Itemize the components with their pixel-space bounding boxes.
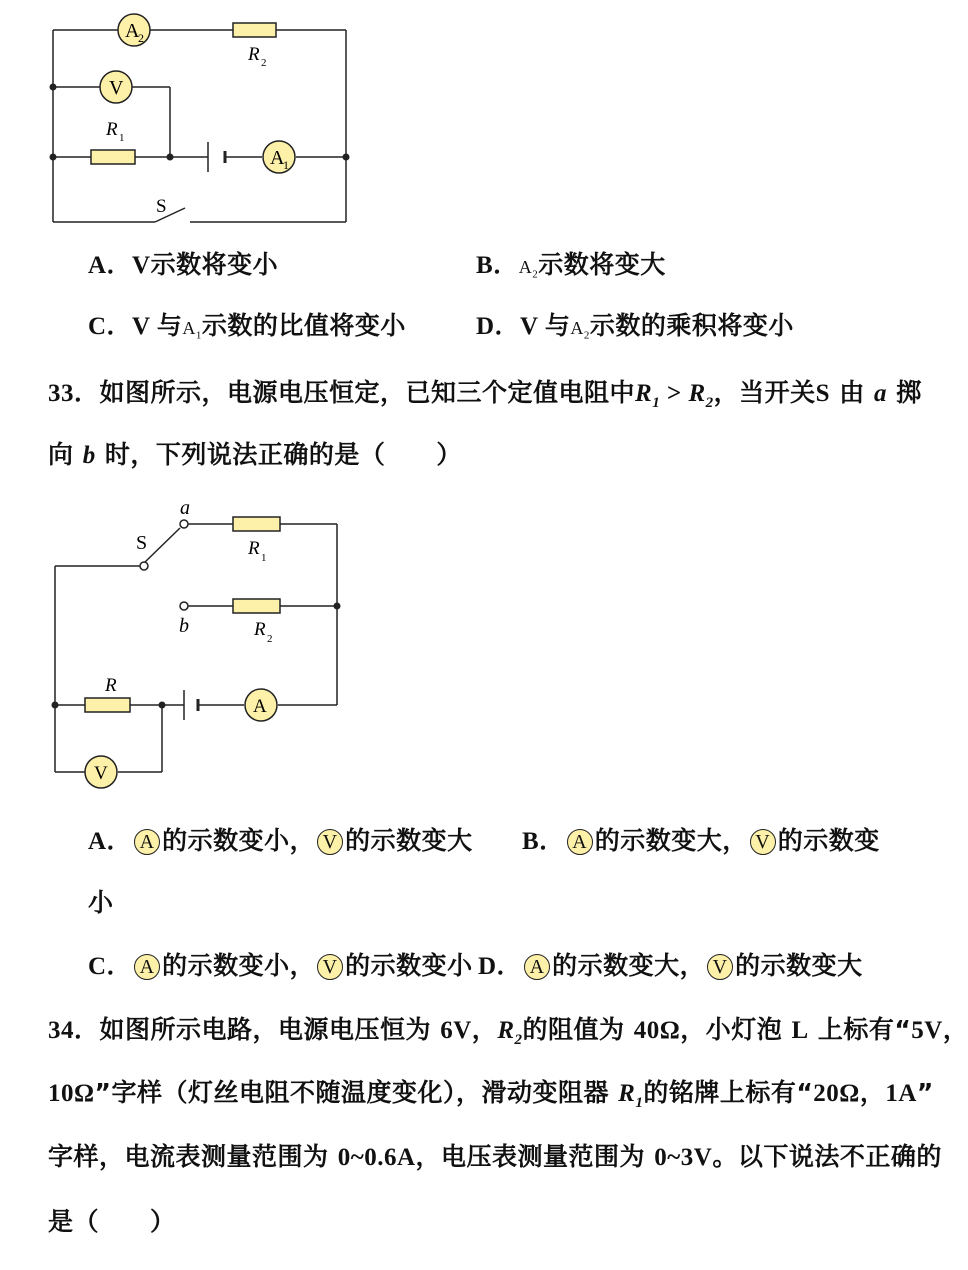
svg-text:R: R <box>254 619 266 640</box>
ammeter-icon: A <box>134 829 160 855</box>
a2-meter-symbol: $A_2$ <box>570 318 590 342</box>
q33-option-a[interactable]: A． A 的示数变小， V 的示数变大 <box>88 826 473 855</box>
q33-stem-line2: 向 b 时，下列说法正确的是（ ） <box>48 440 462 469</box>
svg-text:a: a <box>180 497 190 519</box>
q32-option-c[interactable] <box>88 311 406 351</box>
option-label: A．V <box>88 252 151 279</box>
voltmeter-icon: V <box>317 829 343 855</box>
q33-r1-resistor <box>233 517 280 531</box>
svg-text:2: 2 <box>261 57 267 69</box>
q33-option-d[interactable]: D． A 的示数变大， V 的示数变大 <box>478 951 863 980</box>
voltmeter-icon: V <box>707 954 733 980</box>
q33-stem-line1: 33．如图所示，电源电压恒定，已知三个定值电阻中$R_1 > R_2$，当开关S 由 a 掷 <box>48 378 922 411</box>
option-text: 示数的乘积将变小 <box>589 311 794 340</box>
a2-meter-symbol: $A_2$ <box>518 257 539 281</box>
option-text: 示数的比值将变小 <box>201 311 406 340</box>
q32-circuit-diagram <box>40 0 370 235</box>
q33-option-c[interactable]: C． A 的示数变小， V 的示数变小 <box>88 951 473 980</box>
q32-a1-meter <box>263 141 295 173</box>
option-label: B． <box>476 252 519 279</box>
q34-stem-line3: 字样，电流表测量范围为 0~0.6A，电压表测量范围为 0~3V。以下说法不正确的 <box>48 1142 942 1171</box>
q32-a2-meter <box>118 14 150 46</box>
svg-text:S: S <box>156 196 167 217</box>
svg-text:R: R <box>248 44 260 65</box>
svg-text:V: V <box>94 763 108 784</box>
a1-meter-symbol: $A_1$ <box>182 318 202 342</box>
voltmeter-icon: V <box>317 954 343 980</box>
q33-voltmeter <box>85 756 117 788</box>
ammeter-icon: A <box>524 954 550 980</box>
q32-r2-resistor <box>233 23 276 37</box>
q32-option-d[interactable] <box>476 311 794 351</box>
option-label: D．V 与 <box>476 313 571 340</box>
svg-text:1: 1 <box>119 132 125 144</box>
ammeter-icon: A <box>567 829 593 855</box>
svg-text:S: S <box>136 532 148 554</box>
q34-stem-line1: 34．如图所示电路，电源电压恒为 6V，$R_2$的阻值为 40Ω，小灯泡 L 上标有“5V， <box>48 1015 968 1048</box>
q33-r-resistor <box>85 698 130 712</box>
q34-stem-line4: 是（ ） <box>48 1207 176 1236</box>
option-text: 示数将变大 <box>538 250 666 279</box>
svg-text:A: A <box>270 147 285 169</box>
svg-text:2: 2 <box>267 633 273 645</box>
svg-text:b: b <box>179 615 189 637</box>
svg-text:R: R <box>105 675 117 696</box>
q33-r2-resistor <box>233 599 280 613</box>
svg-text:V: V <box>109 77 124 99</box>
q32-voltmeter <box>100 71 132 103</box>
q33-option-b-wrap: 小 <box>88 888 114 917</box>
q33-option-b[interactable]: B． A 的示数变大， V 的示数变 <box>522 826 880 855</box>
svg-text:R: R <box>248 538 260 559</box>
q32-option-a[interactable] <box>88 250 278 281</box>
svg-text:R: R <box>106 119 118 140</box>
ammeter-icon: A <box>134 954 160 980</box>
svg-text:2: 2 <box>138 31 144 45</box>
q33-circuit-diagram <box>40 492 360 792</box>
voltmeter-icon: V <box>750 829 776 855</box>
svg-text:1: 1 <box>261 552 267 564</box>
q32-option-b[interactable] <box>476 250 666 290</box>
option-label: C．V 与 <box>88 313 183 340</box>
q34-stem-line2: 10Ω”字样（灯丝电阻不随温度变化），滑动变阻器 $R_1$的铭牌上标有“20Ω，1A” <box>48 1078 934 1111</box>
option-text: 示数将变小 <box>150 250 279 279</box>
svg-text:A: A <box>125 20 140 42</box>
q32-r1-resistor <box>91 150 135 164</box>
svg-text:1: 1 <box>283 158 289 172</box>
svg-text:A: A <box>253 696 267 717</box>
q33-ammeter <box>245 689 277 721</box>
